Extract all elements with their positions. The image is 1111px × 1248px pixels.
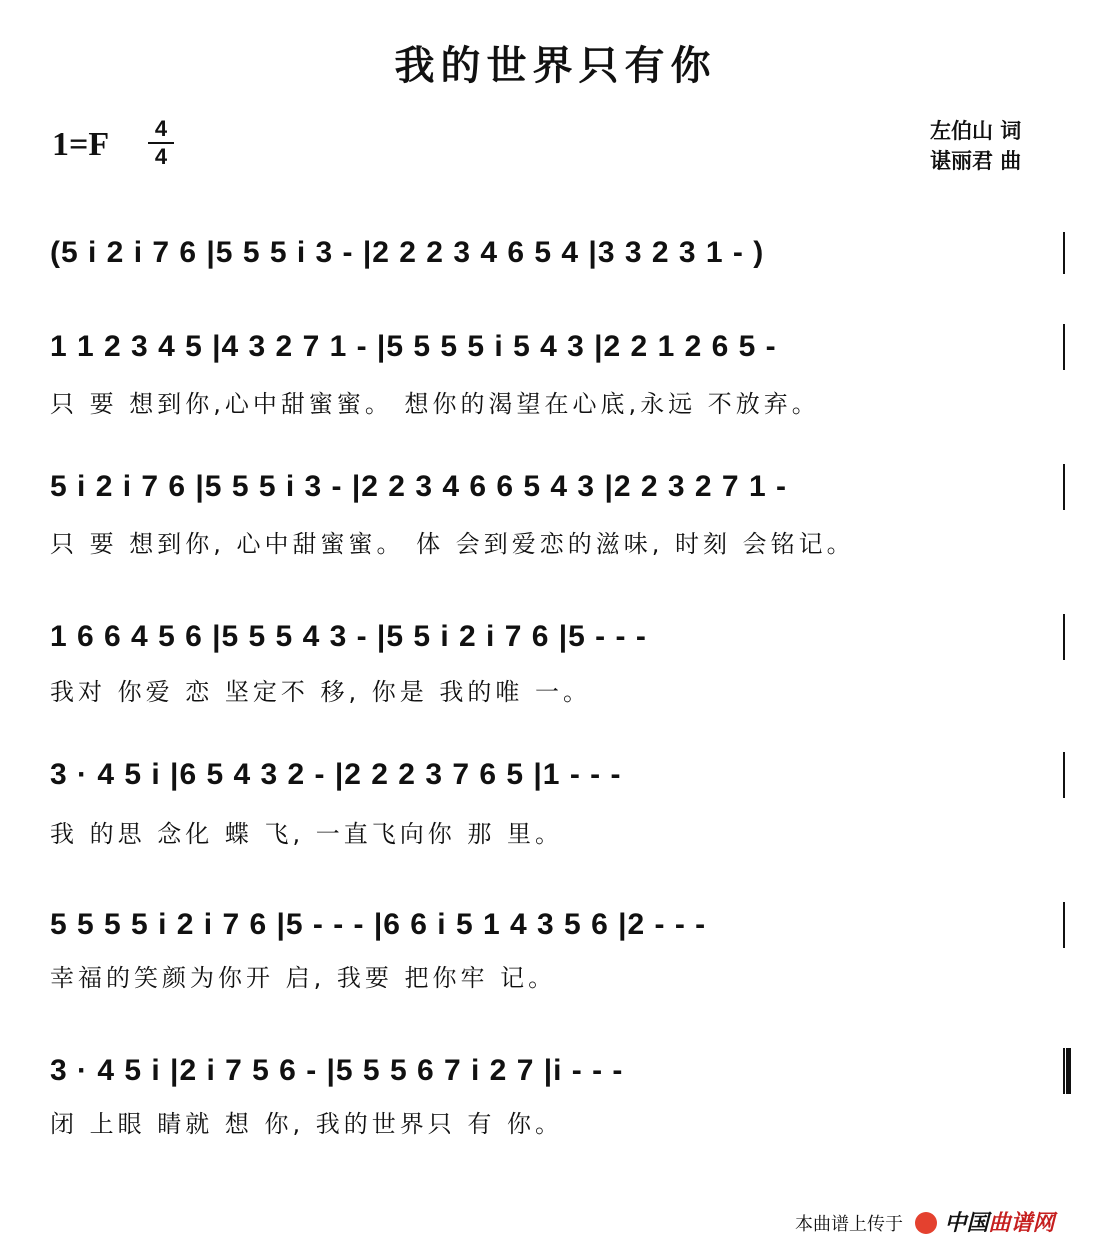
upload-footer [795, 1206, 1055, 1237]
score-row-6 [50, 908, 1065, 998]
lyrics-line: 只 要 想到你, 心中甜蜜蜜。 体 会到爱恋的滋味, 时刻 会铭记。 [50, 530, 855, 558]
notes-line: 1 1 2 3 4 5 |4 3 2 7 1 - |5 5 5 5 i 5 4 3 |2 2 1 2 6 5 - [50, 330, 777, 363]
notes-line: 1 6 6 4 5 6 |5 5 5 4 3 - |5 5 i 2 i 7 6 |5 - - - [50, 620, 647, 653]
site-brand[interactable] [944, 1211, 1054, 1236]
score-row-7 [50, 1054, 1065, 1144]
barline [1063, 752, 1065, 798]
lyrics-line: 幸福的笑颜为你开 启, 我要 把你牢 记。 [50, 964, 557, 992]
notes-line: 3 · 4 5 i |2 i 7 5 6 - |5 5 5 6 7 i 2 7 |i - - - [50, 1054, 624, 1087]
key-signature: 1=F [52, 126, 110, 163]
composer-credit: 谌丽君 曲 [930, 149, 1022, 173]
score-row-3 [50, 470, 1065, 560]
song-title: 我的世界只有你 [394, 42, 717, 89]
site-brand-cn: 中国 [944, 1211, 989, 1236]
notes-line: 5 5 5 5 i 2 i 7 6 |5 - - - |6 6 i 5 1 4 3 5 6 |2 - - - [50, 908, 707, 941]
score-row-2 [50, 330, 1065, 420]
final-barline-thin [1063, 1048, 1065, 1094]
lyrics-line: 我对 你爱 恋 坚定不 移, 你是 我的唯 一。 [50, 678, 592, 706]
notes-line: (5 i 2 i 7 6 |5 5 5 i 3 - |2 2 2 3 4 6 5 4 |3 3 2 3 1 - ) [50, 236, 765, 269]
footer-text: 本曲谱上传于 [795, 1214, 903, 1235]
lyrics-line: 只 要 想到你,心中甜蜜蜜。 想你的渴望在心底,永远 不放弃。 [50, 390, 820, 418]
barline [1063, 232, 1065, 274]
barline [1063, 324, 1065, 370]
credits [930, 116, 1021, 176]
lyricist-credit: 左伯山 词 [930, 119, 1022, 143]
barline [1063, 614, 1065, 660]
time-signature-top: 4 [154, 116, 168, 141]
time-signature-bottom: 4 [154, 144, 168, 169]
lyrics-line: 我 的思 念化 蝶 飞, 一直飞向你 那 里。 [50, 820, 564, 848]
time-signature [148, 118, 174, 168]
lyrics-line: 闭 上眼 睛就 想 你, 我的世界只 有 你。 [50, 1110, 564, 1138]
site-logo-icon [915, 1212, 937, 1234]
score-row-intro [50, 236, 1065, 276]
site-brand-name: 曲谱网 [988, 1211, 1055, 1236]
score-row-4 [50, 620, 1065, 710]
score-row-5 [50, 758, 1065, 848]
notes-line: 5 i 2 i 7 6 |5 5 5 i 3 - |2 2 3 4 6 6 5 4 3 |2 2 3 2 7 1 - [50, 470, 787, 503]
barline [1063, 902, 1065, 948]
barline [1063, 464, 1065, 510]
notes-line: 3 · 4 5 i |6 5 4 3 2 - |2 2 2 3 7 6 5 |1 - - - [50, 758, 622, 791]
final-barline-thick [1066, 1048, 1071, 1094]
